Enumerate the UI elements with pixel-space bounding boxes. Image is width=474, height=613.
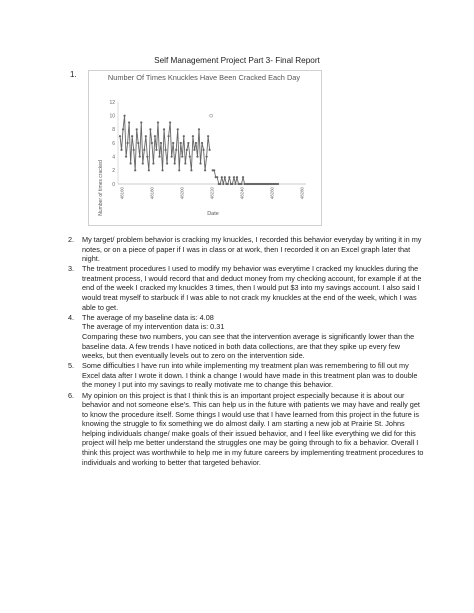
baseline-point bbox=[171, 156, 173, 158]
baseline-point bbox=[209, 149, 211, 151]
baseline-point bbox=[139, 156, 141, 158]
intervention-point bbox=[231, 183, 233, 185]
baseline-point bbox=[122, 128, 124, 130]
baseline-point bbox=[160, 142, 162, 144]
baseline-point bbox=[119, 135, 121, 137]
y-tick-label: 12 bbox=[109, 99, 115, 106]
baseline-point bbox=[146, 156, 148, 158]
baseline-point bbox=[196, 156, 198, 158]
baseline-point bbox=[131, 135, 133, 137]
baseline-point bbox=[175, 149, 177, 151]
item-number: 2. bbox=[68, 235, 75, 244]
y-tick-label: 6 bbox=[112, 140, 115, 147]
knuckle-crack-chart bbox=[88, 70, 320, 224]
y-axis-label: Number of times cracked bbox=[98, 160, 104, 216]
baseline-point bbox=[140, 121, 142, 123]
baseline-point bbox=[187, 142, 189, 144]
baseline-point bbox=[174, 162, 176, 164]
item-number: 4. bbox=[68, 312, 75, 322]
intervention-point bbox=[227, 183, 229, 185]
baseline-point bbox=[145, 135, 147, 137]
item-text: Some difficulties I have run into while implementing my treatment plan was remembering to fill out my Excel data after I wrote it down. I think a change I would have made in this treatment plan was to double the money I put into my savings to really motivate me to change this behavior. bbox=[82, 361, 418, 390]
baseline-point bbox=[126, 142, 128, 144]
x-tick-label: 48220 bbox=[209, 187, 215, 200]
baseline-point bbox=[190, 169, 192, 171]
baseline-point bbox=[133, 149, 135, 151]
baseline-point bbox=[201, 142, 203, 144]
report-item bbox=[54, 264, 424, 312]
item-number: 3. bbox=[68, 264, 75, 274]
x-tick-label: 48160 bbox=[119, 187, 125, 200]
baseline-point bbox=[199, 162, 201, 164]
intervention-point bbox=[213, 169, 215, 171]
x-axis-label: Date bbox=[207, 211, 219, 217]
x-tick-label: 48180 bbox=[149, 187, 155, 200]
baseline-point bbox=[154, 135, 156, 137]
baseline-point bbox=[205, 156, 207, 158]
baseline-point bbox=[168, 135, 170, 137]
baseline-point bbox=[128, 121, 130, 123]
report-item bbox=[54, 391, 424, 468]
x-tick-label: 48240 bbox=[239, 187, 245, 200]
y-tick-label: 2 bbox=[112, 168, 115, 175]
item-text: The treatment procedures I used to modify my behavior was everytime I cracked my knuckles during the treatment process, I would record that and deduct money from my checking account, for example if at the end of the week I cracked my knuckles 3 times, then I would put $3 into my savings account. I also said I would treat myself to starbuck if I was able to not crack my knuckles at the end of the week, which I was able to get. bbox=[82, 264, 422, 312]
baseline-point bbox=[157, 121, 159, 123]
baseline-point bbox=[134, 169, 136, 171]
item-text: The average of my baseline data is: 4.08 bbox=[82, 312, 214, 322]
intervention-point bbox=[234, 183, 236, 185]
baseline-point bbox=[184, 162, 186, 164]
baseline-point bbox=[202, 149, 204, 151]
chart-series bbox=[119, 114, 279, 185]
baseline-point bbox=[198, 128, 200, 130]
intervention-point bbox=[277, 183, 279, 185]
item-text: The average of my intervention data is: 0.31 bbox=[82, 322, 225, 332]
baseline-point bbox=[180, 142, 182, 144]
y-tick-label: 10 bbox=[109, 113, 115, 120]
intervention-point bbox=[219, 183, 221, 185]
baseline-point bbox=[123, 115, 125, 117]
x-tick-label: 48280 bbox=[299, 187, 305, 200]
baseline-point bbox=[142, 162, 144, 164]
baseline-point bbox=[207, 135, 209, 137]
baseline-point bbox=[130, 162, 132, 164]
baseline-point bbox=[120, 149, 122, 151]
baseline-point bbox=[193, 149, 195, 151]
intervention-point bbox=[222, 183, 224, 185]
baseline-point bbox=[148, 169, 150, 171]
intervention-point bbox=[233, 176, 235, 178]
baseline-point bbox=[183, 135, 185, 137]
baseline-point bbox=[177, 128, 179, 130]
report-items bbox=[54, 235, 424, 468]
item-text: Comparing these two numbers, you can see that the intervention average is significantly lower than the baseline data. A few trends I have noticed in both data collections, are that they spike up every few weeks, but then eventually levels out to zero on the intervention side. bbox=[82, 331, 415, 361]
intervention-point bbox=[221, 176, 223, 178]
baseline-point bbox=[186, 149, 188, 151]
baseline-point bbox=[189, 156, 191, 158]
baseline-point bbox=[137, 142, 139, 144]
baseline-point bbox=[151, 142, 153, 144]
baseline-point bbox=[204, 169, 206, 171]
baseline-point bbox=[152, 162, 154, 164]
item-number-1: 1. bbox=[70, 70, 77, 79]
baseline-point bbox=[143, 149, 145, 151]
chart-title: Number Of Times Knuckles Have Been Cracked Each Day bbox=[107, 73, 301, 82]
intervention-point bbox=[236, 176, 238, 178]
baseline-point bbox=[166, 162, 168, 164]
baseline-point bbox=[158, 156, 160, 158]
intervention-point bbox=[240, 183, 242, 185]
baseline-point bbox=[181, 156, 183, 158]
item-text: My target/ problem behavior is cracking my knuckles, I recorded this behavior everyday by writing it in my notes, or on a piece of paper if I was in class or at work, then I recorded it on an Excel graph later that night. bbox=[82, 235, 422, 264]
baseline-point bbox=[192, 135, 194, 137]
intervention-point bbox=[242, 176, 244, 178]
y-tick-label: 4 bbox=[112, 154, 115, 161]
item-number: 5. bbox=[68, 361, 75, 371]
y-tick-label: 8 bbox=[112, 127, 115, 134]
baseline-point bbox=[136, 128, 138, 130]
baseline-point bbox=[161, 169, 163, 171]
baseline-point bbox=[164, 149, 166, 151]
baseline-point bbox=[149, 128, 151, 130]
baseline-point bbox=[163, 128, 165, 130]
baseline-point bbox=[155, 149, 157, 151]
report-item bbox=[54, 313, 424, 361]
x-tick-label: 48200 bbox=[179, 187, 185, 200]
report-item bbox=[54, 235, 424, 264]
intervention-point bbox=[224, 176, 226, 178]
report-item bbox=[54, 361, 424, 390]
item-number: 6. bbox=[68, 390, 75, 400]
baseline-point bbox=[195, 142, 197, 144]
baseline-point bbox=[169, 121, 171, 123]
baseline-point bbox=[178, 169, 180, 171]
intervention-point bbox=[216, 176, 218, 178]
baseline-point bbox=[125, 156, 127, 158]
y-tick-label: 0 bbox=[112, 181, 115, 188]
item-text: My opinion on this project is that I think this is an important project especially because it is about our behavior and not someone else's. This can help us in the future with patients we may have and really get to know the procedure itself. Some things I would use that I have learned from this project in the future is knowing the struggle to fix something we do almost daily. I am starting a new job at Prairie St. Johns helping individuals change/ make goals of their issued behavior, and I feel like everything we did for this project will help me better understand the struggles one may be going through to fix a behavior. Overall I think this project was worthwhile to help me in my future careers by implementing treatment procedures to individuals and working to better that targeted behavior. bbox=[82, 390, 424, 467]
x-tick-label: 48260 bbox=[269, 187, 275, 200]
outlier-point bbox=[210, 114, 213, 117]
document-title: Self Management Project Part 3- Final Report bbox=[154, 56, 320, 65]
baseline-point bbox=[172, 142, 174, 144]
intervention-point bbox=[228, 176, 230, 178]
